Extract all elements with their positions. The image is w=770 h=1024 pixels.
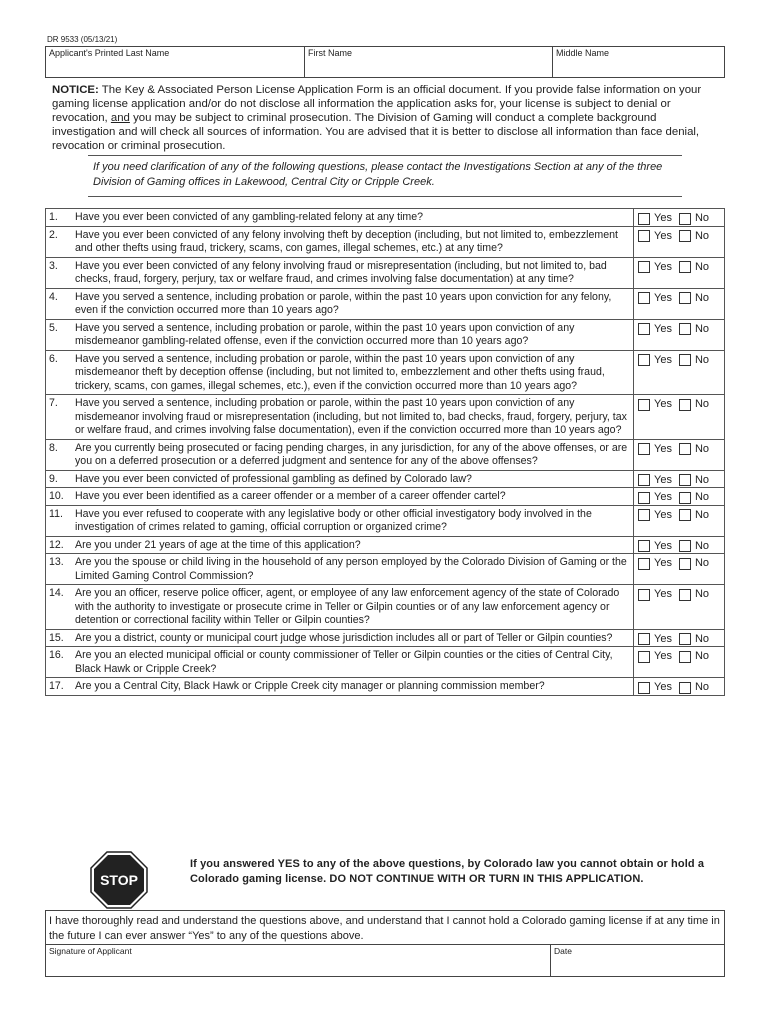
question-row <box>46 288 725 319</box>
answer-cell <box>634 647 725 678</box>
question-row <box>46 470 725 488</box>
no-label: No <box>694 212 710 224</box>
question-text: Have you served a sentence, including probation or parole, within the past 10 years upon conviction of any misdemeanor theft by deception offense (including, but not limited to, embezzlement and other thefts using fraud, trickery, scams, con games, illegal schemes, etc.), even if the conviction occurred more than 10 years ago? <box>75 352 605 392</box>
yes-label: Yes <box>654 398 672 410</box>
question-number: 3. <box>49 259 58 272</box>
yes-checkbox[interactable] <box>638 540 650 552</box>
answer-cell <box>634 319 725 350</box>
last-name-label: Applicant's Printed Last Name <box>49 48 170 58</box>
answer-cell <box>634 257 725 288</box>
question-text: Are you a district, county or municipal court judge whose jurisdiction includes all or part of Teller or Gilpin counties? <box>75 631 613 644</box>
middle-name-field[interactable] <box>553 47 724 77</box>
signature-row <box>46 944 724 977</box>
question-row <box>46 647 725 678</box>
answer-cell <box>634 536 725 554</box>
question-text: Have you ever been identified as a career offender or a member of a career offender cartel? <box>75 490 506 502</box>
yes-label: Yes <box>654 588 672 600</box>
no-label: No <box>694 557 710 569</box>
no-checkbox[interactable] <box>679 509 691 521</box>
question-row <box>46 488 725 506</box>
yes-label: Yes <box>654 650 672 662</box>
no-checkbox[interactable] <box>679 443 691 455</box>
yes-checkbox[interactable] <box>638 292 650 304</box>
yes-label: Yes <box>654 442 672 455</box>
question-number: 11. <box>49 507 63 520</box>
notice-text-b: you may be subject to criminal prosecution. The Division of Gaming will conduct a complete background investigation and will check all sources of information. You are advised that it is better to disclose all information than face denial, revocation or criminal prosecution. <box>52 112 700 152</box>
stop-sign-icon <box>90 851 148 909</box>
no-label: No <box>694 322 710 335</box>
question-cell <box>46 647 634 678</box>
question-cell <box>46 350 634 395</box>
yes-checkbox[interactable] <box>638 682 650 694</box>
no-checkbox[interactable] <box>679 292 691 304</box>
no-checkbox[interactable] <box>679 399 691 411</box>
question-number: 10. <box>49 490 64 502</box>
question-number: 6. <box>49 352 58 365</box>
no-checkbox[interactable] <box>679 261 691 273</box>
question-cell <box>46 209 634 227</box>
no-label: No <box>694 632 710 645</box>
question-cell <box>46 505 634 536</box>
question-number: 12. <box>49 538 64 551</box>
notice-text-a: The Key & Associated Person License Application Form is an official document. If you provide false information on your gaming license application and/or do not disclose all information the application asks for, your license is subject to denial or revocation, <box>52 84 702 124</box>
yes-label: Yes <box>654 291 672 304</box>
yes-label: Yes <box>654 557 672 569</box>
question-cell <box>46 319 634 350</box>
no-checkbox[interactable] <box>679 651 691 663</box>
question-text: Are you a Central City, Black Hawk or Cripple Creek city manager or planning commission member? <box>75 680 545 692</box>
question-number: 5. <box>49 321 58 334</box>
answer-cell <box>634 585 725 630</box>
stop-sign-label: STOP <box>100 872 138 888</box>
question-cell <box>46 470 634 488</box>
no-label: No <box>694 291 710 304</box>
notice-label: NOTICE: <box>52 84 99 96</box>
question-number: 16. <box>49 649 64 661</box>
no-checkbox[interactable] <box>679 558 691 570</box>
question-row <box>46 554 725 585</box>
answer-cell <box>634 505 725 536</box>
question-row <box>46 209 725 227</box>
last-name-field[interactable] <box>46 47 305 77</box>
first-name-label: First Name <box>308 48 353 58</box>
question-text: Are you under 21 years of age at the time of this application? <box>75 538 361 551</box>
certification-text: I have thoroughly read and understand the questions above, and understand that I cannot hold a Colorado gaming license if at any time in the future I can ever answer “Yes” to any of the questions above. <box>49 915 720 942</box>
question-row <box>46 257 725 288</box>
questions-table <box>45 208 725 696</box>
question-row <box>46 536 725 554</box>
question-row <box>46 505 725 536</box>
question-number: 2. <box>49 228 58 241</box>
yes-checkbox[interactable] <box>638 589 650 601</box>
question-cell <box>46 439 634 470</box>
no-checkbox[interactable] <box>679 213 691 225</box>
question-cell <box>46 629 634 647</box>
yes-label: Yes <box>654 322 672 335</box>
question-row <box>46 439 725 470</box>
no-label: No <box>694 442 710 455</box>
form-number: DR 9533 (05/13/21) <box>47 35 118 44</box>
answer-cell <box>634 439 725 470</box>
no-label: No <box>694 260 710 273</box>
question-number: 8. <box>49 441 58 454</box>
no-checkbox[interactable] <box>679 492 691 504</box>
signature-field[interactable] <box>46 945 551 977</box>
question-text: Are you currently being prosecuted or facing pending charges, in any jurisdiction, for any of the above offenses, or are you on a deferred prosecution or a deferred judgment and sentence for any of the above offenses? <box>75 441 628 467</box>
question-text: Are you the spouse or child living in the household of any person employed by the Colorado Division of Gaming or the Limited Gaming Control Commission? <box>75 556 627 582</box>
yes-checkbox[interactable] <box>638 399 650 411</box>
yes-label: Yes <box>654 229 672 242</box>
yes-label: Yes <box>654 260 672 273</box>
question-text: Have you ever been convicted of any gambling-related felony at any time? <box>75 211 424 223</box>
question-cell <box>46 554 634 585</box>
question-cell <box>46 536 634 554</box>
answer-cell <box>634 554 725 585</box>
yes-label: Yes <box>654 353 672 366</box>
first-name-field[interactable] <box>305 47 553 77</box>
yes-checkbox[interactable] <box>638 492 650 504</box>
answer-cell <box>634 395 725 440</box>
middle-name-label: Middle Name <box>556 48 610 58</box>
no-checkbox[interactable] <box>679 589 691 601</box>
question-text: Have you ever been convicted of any felony involving fraud or misrepresentation (including, but not limited to, bad checks, fraud, forgery, perjury, tax or welfare fraud, and crimes involving false documentation) at any time? <box>75 259 607 285</box>
question-row <box>46 629 725 647</box>
stop-warning: If you answered YES to any of the above questions, by Colorado law you cannot obtain or hold a Colorado gaming license. DO NOT CONTINUE WITH OR TURN IN THIS APPLICATION. <box>190 858 705 885</box>
no-label: No <box>694 229 710 242</box>
no-checkbox[interactable] <box>679 682 691 694</box>
no-label: No <box>694 650 710 662</box>
yes-checkbox[interactable] <box>638 230 650 242</box>
yes-label: Yes <box>654 508 672 521</box>
no-checkbox[interactable] <box>679 540 691 552</box>
no-label: No <box>694 491 710 503</box>
question-text: Have you served a sentence, including probation or parole, within the past 10 years upon conviction of any misdemeanor involving fraud or misrepresentation (including, but not limited to, bad checks, fraud, forgery, perjury, tax or welfare fraud, and crimes involving false documentation), even if the conviction occurred more than 10 years ago? <box>75 397 627 436</box>
yes-label: Yes <box>654 632 672 645</box>
yes-checkbox[interactable] <box>638 474 650 486</box>
question-cell <box>46 226 634 257</box>
answer-cell <box>634 209 725 227</box>
applicant-name-fields <box>45 46 725 78</box>
no-label: No <box>694 539 710 552</box>
no-checkbox[interactable] <box>679 354 691 366</box>
no-label: No <box>694 473 710 486</box>
question-number: 15. <box>49 631 64 644</box>
no-checkbox[interactable] <box>679 230 691 242</box>
question-row <box>46 350 725 395</box>
signature-label: Signature of Applicant <box>49 946 132 956</box>
yes-checkbox[interactable] <box>638 213 650 225</box>
yes-label: Yes <box>654 473 672 486</box>
question-row <box>46 678 725 696</box>
no-label: No <box>694 681 710 693</box>
question-number: 9. <box>49 472 58 485</box>
question-text: Are you an officer, reserve police officer, agent, or employee of any law enforcement agency of the state of Colorado with the authority to investigate or prosecute crime in Teller or Gilpin counties or of any law enforcement agency or detention or correctional facility within Teller or Gilpin counties? <box>75 587 620 626</box>
no-label: No <box>694 398 710 410</box>
question-row <box>46 585 725 630</box>
question-cell <box>46 288 634 319</box>
question-text: Have you ever been convicted of professional gambling as defined by Colorado law? <box>75 472 472 485</box>
question-cell <box>46 678 634 696</box>
question-row <box>46 319 725 350</box>
contact-note: If you need clarification of any of the following questions, please contact the Investigations Section at any of the three Division of Gaming offices in Lakewood, Central City or Cripple Creek. <box>88 155 682 197</box>
question-cell <box>46 257 634 288</box>
question-number: 17. <box>49 680 64 692</box>
question-text: Have you ever been convicted of any felony involving theft by deception (including, but not limited to, embezzlement and other thefts using fraud, trickery, scams, con games, illegal schemes, etc.) at any time? <box>75 228 618 254</box>
yes-label: Yes <box>654 681 672 693</box>
answer-cell <box>634 288 725 319</box>
question-cell <box>46 395 634 440</box>
answer-cell <box>634 488 725 506</box>
question-text: Have you ever refused to cooperate with any legislative body or other official investigatory body involved in the investigation of crimes related to gaming, official corruption or organized crime? <box>75 507 592 533</box>
date-label: Date <box>554 946 572 956</box>
question-row <box>46 226 725 257</box>
yes-checkbox[interactable] <box>638 354 650 366</box>
notice-paragraph <box>52 83 712 153</box>
date-field[interactable] <box>551 945 724 977</box>
answer-cell <box>634 629 725 647</box>
yes-label: Yes <box>654 491 672 503</box>
yes-checkbox[interactable] <box>638 509 650 521</box>
question-number: 13. <box>49 556 64 568</box>
answer-cell <box>634 350 725 395</box>
yes-checkbox[interactable] <box>638 261 650 273</box>
no-label: No <box>694 353 710 366</box>
no-checkbox[interactable] <box>679 633 691 645</box>
yes-label: Yes <box>654 539 672 552</box>
question-text: Are you an elected municipal official or county commissioner of Teller or Gilpin counties or the cities of Central City, Black Hawk or Cripple Creek? <box>75 649 613 675</box>
yes-checkbox[interactable] <box>638 633 650 645</box>
certification-box <box>45 910 725 977</box>
question-row <box>46 395 725 440</box>
question-text: Have you served a sentence, including probation or parole, within the past 10 years upon conviction of any misdemeanor gambling-related offense, even if the conviction occurred more than 10 years ago? <box>75 321 575 347</box>
answer-cell <box>634 226 725 257</box>
notice-emphasis: and <box>110 112 130 124</box>
question-cell <box>46 585 634 630</box>
question-number: 4. <box>49 290 58 303</box>
question-number: 7. <box>49 397 58 409</box>
no-checkbox[interactable] <box>679 323 691 335</box>
question-cell <box>46 488 634 506</box>
no-checkbox[interactable] <box>679 474 691 486</box>
yes-checkbox[interactable] <box>638 651 650 663</box>
question-number: 14. <box>49 587 64 599</box>
no-label: No <box>694 588 710 600</box>
no-label: No <box>694 508 710 521</box>
yes-checkbox[interactable] <box>638 323 650 335</box>
question-text: Have you served a sentence, including probation or parole, within the past 10 years upon conviction for any felony, even if the conviction occurred more than 10 years ago? <box>75 290 612 316</box>
answer-cell <box>634 678 725 696</box>
question-number: 1. <box>49 211 58 223</box>
answer-cell <box>634 470 725 488</box>
yes-checkbox[interactable] <box>638 443 650 455</box>
yes-checkbox[interactable] <box>638 558 650 570</box>
yes-label: Yes <box>654 212 672 224</box>
